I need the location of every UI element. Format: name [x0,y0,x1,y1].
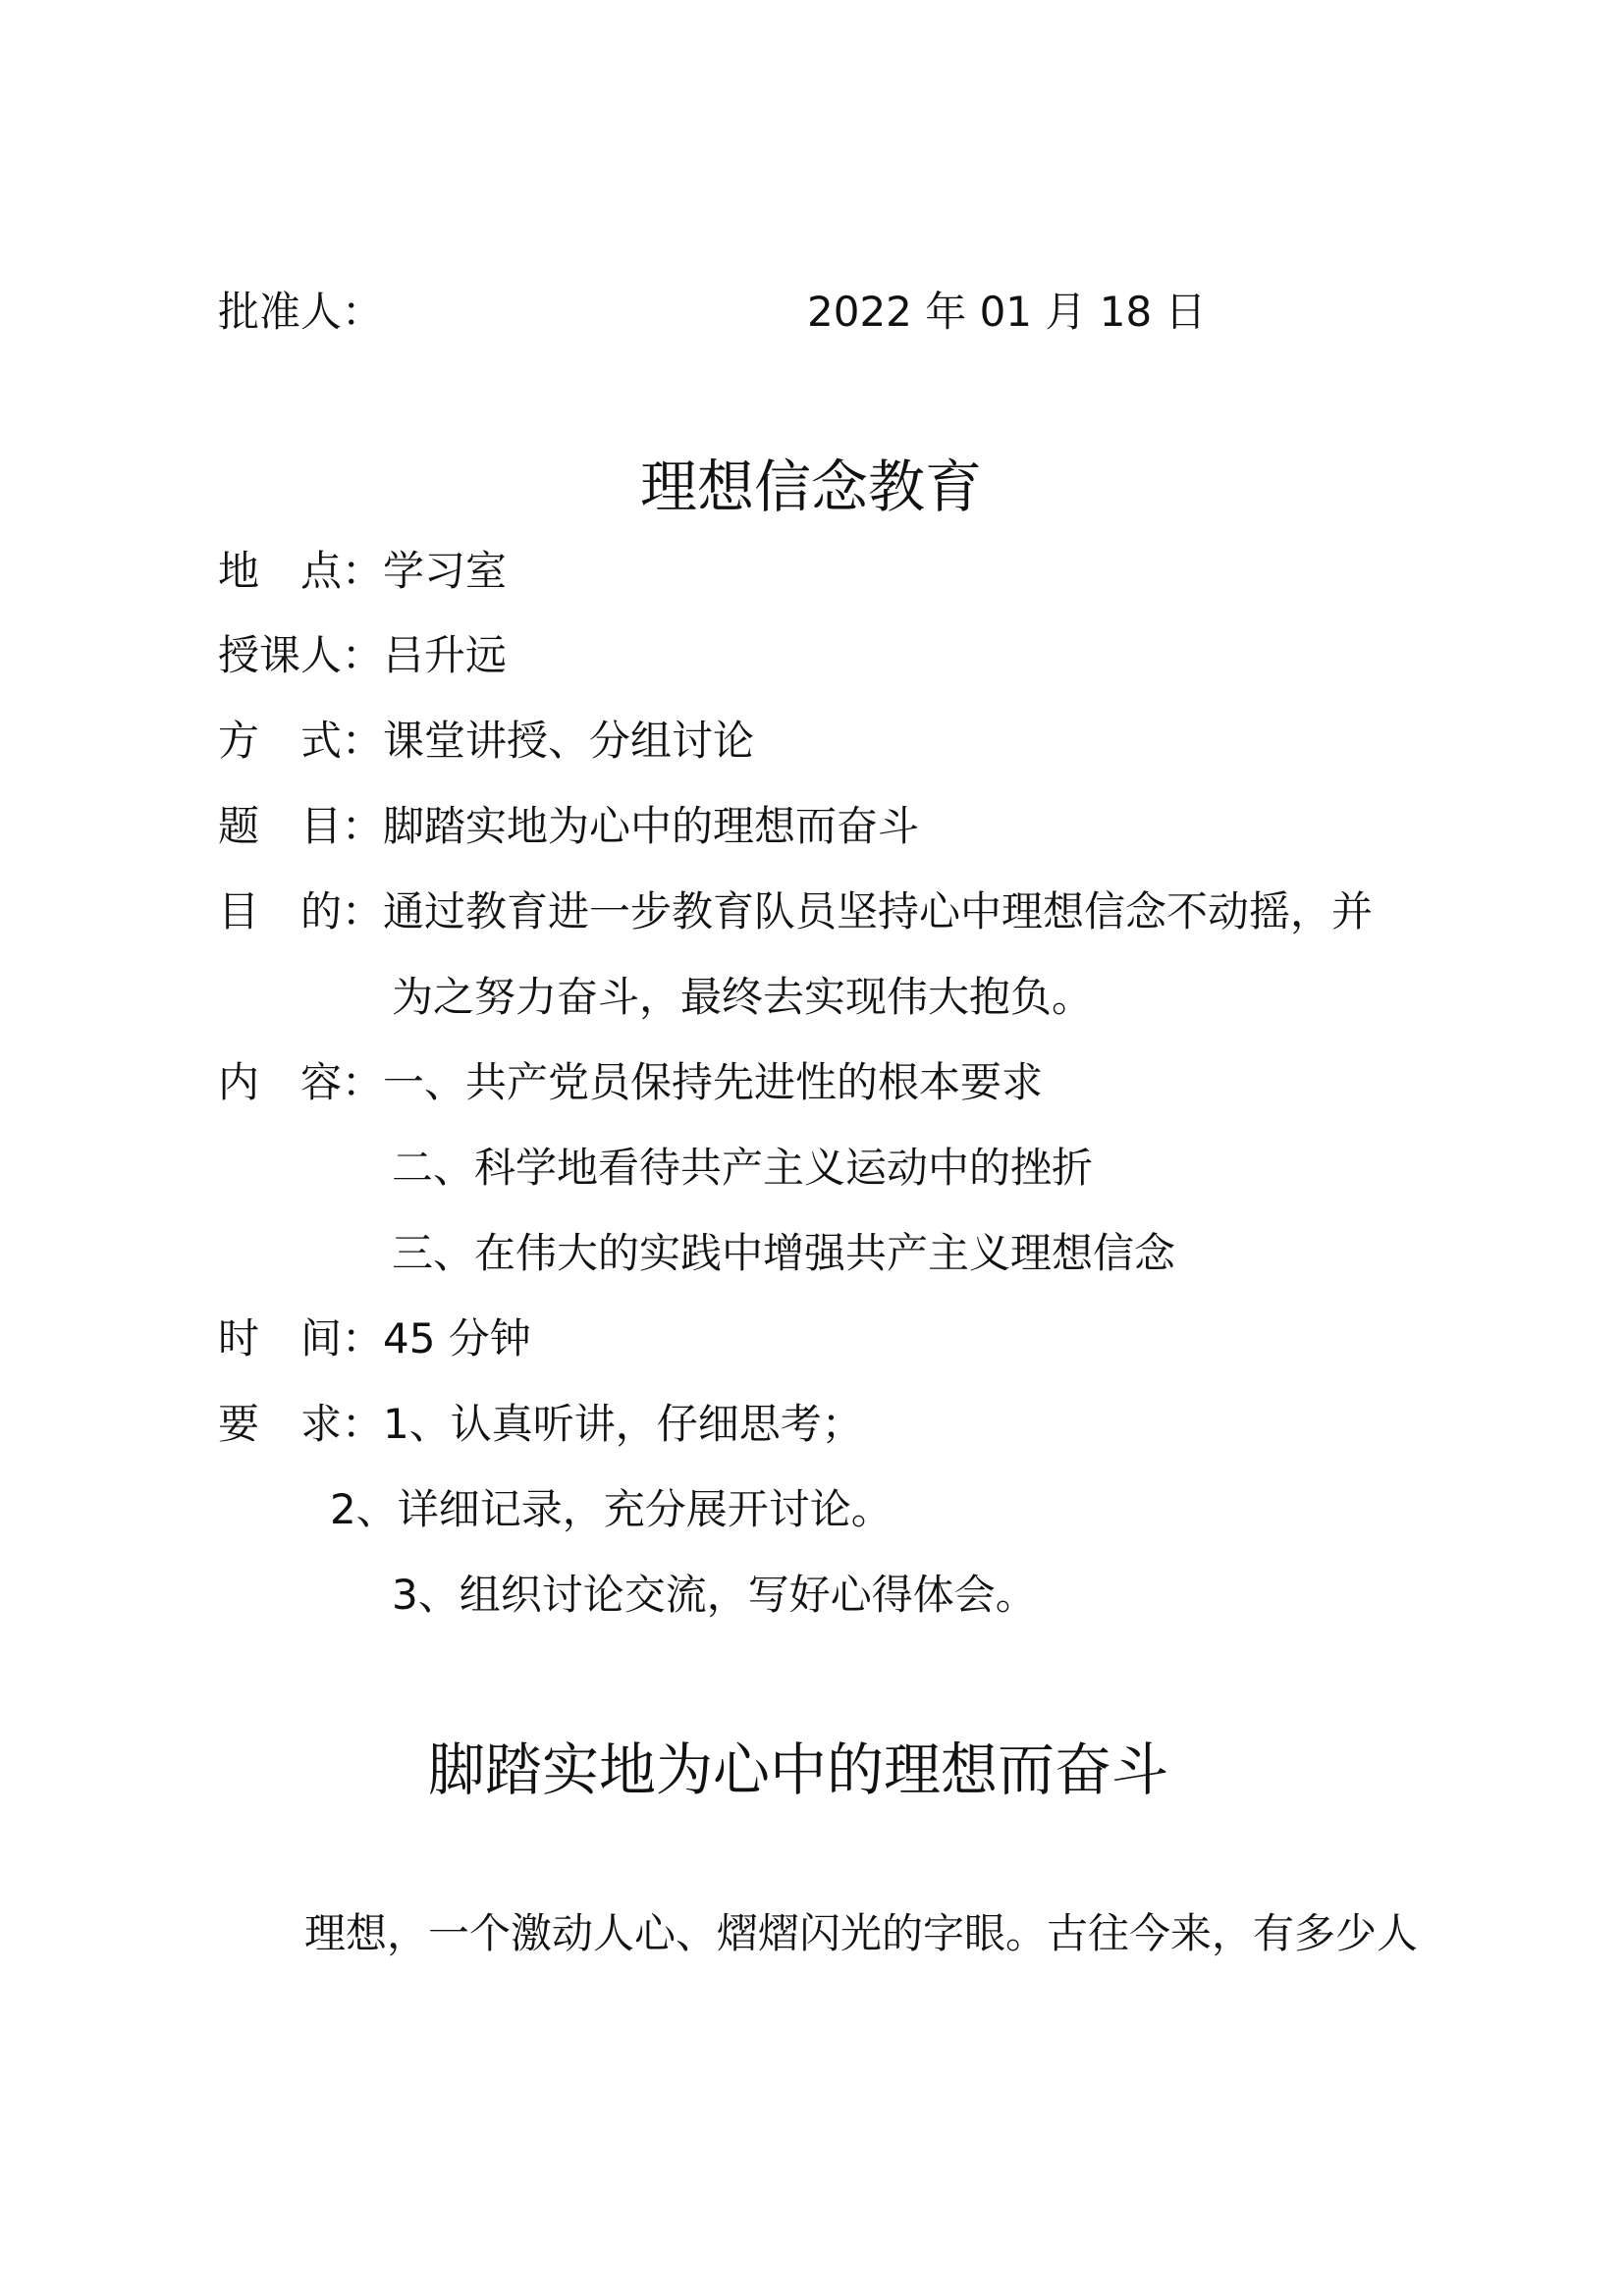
teacher-label: 授课人： [218,631,384,679]
lesson-title: 理想信念教育 [640,454,983,520]
method-label: 方 式： [218,717,384,765]
time-label: 时 间： [218,1314,384,1362]
location-row [218,542,507,601]
purpose-row [218,882,1373,941]
purpose-label: 目 的： [218,887,384,935]
topic-label: 题 目： [218,802,384,850]
topic-value: 脚踏实地为心中的理想而奋斗 [383,802,920,850]
requirements-row [218,1395,863,1454]
purpose-value-line2: 为之努力奋斗，最终去实现伟大抱负。 [392,973,1094,1021]
location-value: 学习室 [383,547,508,595]
approval-date: 2022 年 01 月 18 日 [807,288,1207,336]
requirement-item: 1、认真听讲，仔细思考； [383,1400,863,1448]
time-value: 45 分钟 [383,1314,531,1362]
topic-row [218,797,919,856]
requirement-item: 3、组织讨论交流，写好心得体会。 [392,1571,1037,1619]
content-item: 三、在伟大的实践中增强共产主义理想信念 [392,1229,1176,1277]
teacher-value: 吕升远 [383,631,508,679]
method-row [218,712,754,771]
article-title: 脚踏实地为心中的理想而奋斗 [428,1736,1169,1803]
purpose-value-line1: 通过教育进一步教育队员坚持心中理想信念不动摇，并 [383,887,1374,935]
requirement-item: 2、详细记录，充分展开讨论。 [330,1485,893,1533]
method-value: 课堂讲授、分组讨论 [383,717,755,765]
content-item: 一、共产党员保持先进性的根本要求 [383,1058,1044,1106]
requirements-label: 要 求： [218,1400,384,1448]
approver-label: 批准人： [218,288,384,336]
teacher-row [218,626,507,685]
article-paragraph: 理想，一个激动人心、熠熠闪光的字眼。古往今来，有多少人 [304,1909,1419,1957]
content-row [218,1053,1043,1112]
content-item: 二、科学地看待共产主义运动中的挫折 [392,1144,1094,1192]
location-label: 地 点： [218,547,384,595]
time-row [218,1309,531,1368]
content-label: 内 容： [218,1058,384,1106]
